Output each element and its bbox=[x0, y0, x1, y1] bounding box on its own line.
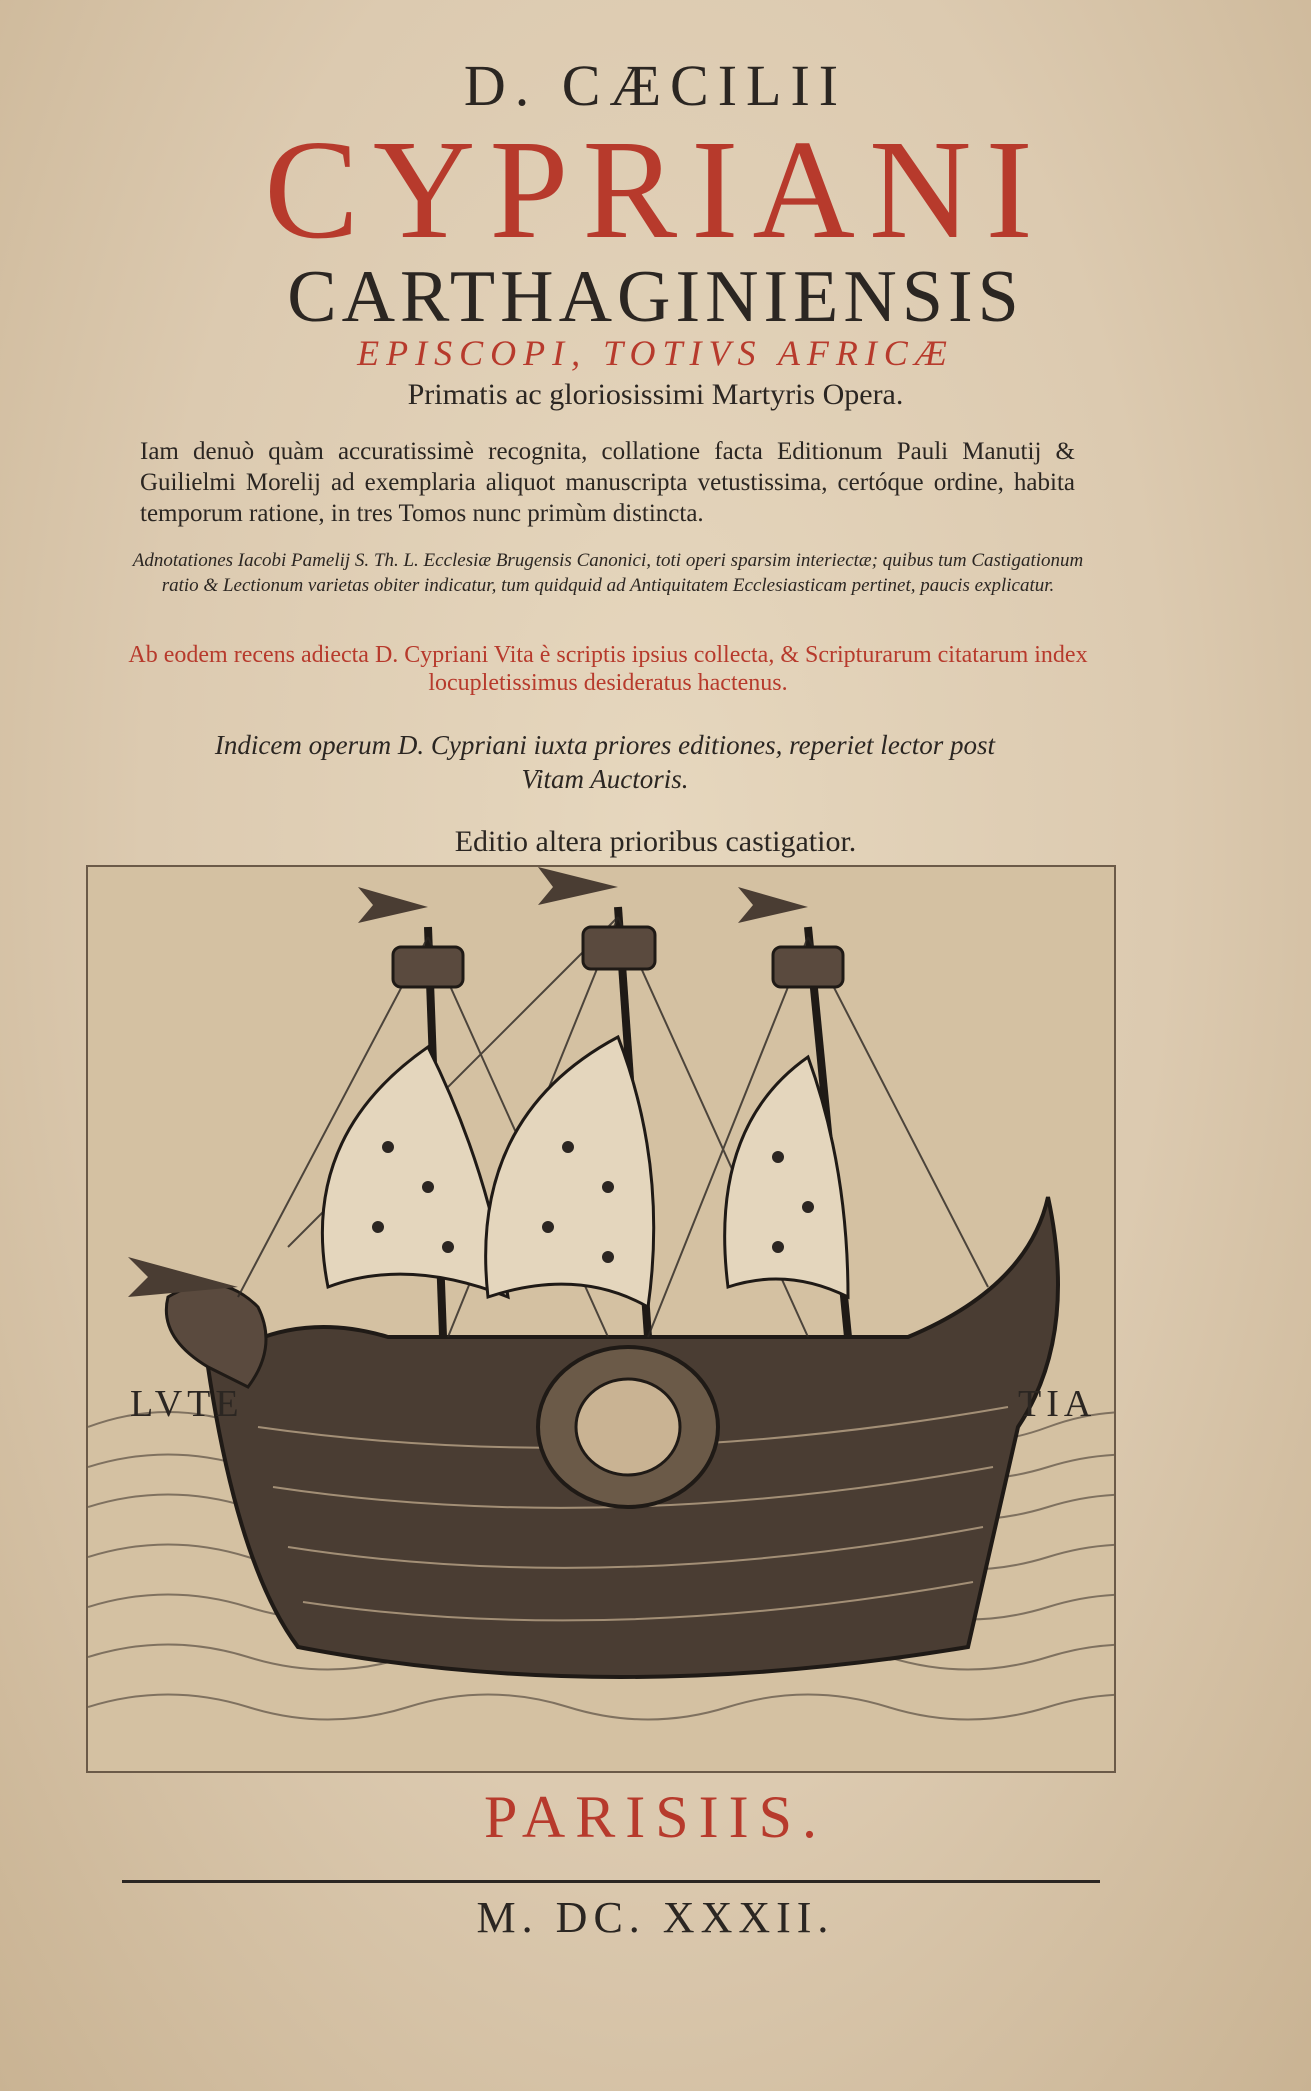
author-office: EPISCOPI, TOTIVS AFRICÆ bbox=[357, 333, 954, 373]
imprint-place: PARISIIS. bbox=[484, 1784, 827, 1850]
engraving-label-right: TIA bbox=[1018, 1383, 1097, 1425]
work-title: Primatis ac gloriosissimi Martyris Opera. bbox=[407, 378, 904, 411]
author-name: CYPRIANI bbox=[264, 110, 1047, 268]
index-note: Indicem operum D. Cypriani iuxta priores editiones, reperiet lector post Vitam Auctoris. bbox=[214, 730, 996, 794]
vita-note: Ab eodem recens adiecta D. Cypriani Vita è scriptis ipsius collecta, & Scripturarum citatarum index locupletissimus desideratus hactenus. bbox=[128, 642, 1088, 696]
ship-illustration bbox=[88, 867, 1114, 1771]
ship-engraving bbox=[86, 865, 1116, 1773]
author-origin: CARTHAGINIENSIS bbox=[287, 256, 1024, 338]
edition-statement: Editio altera prioribus castigatior. bbox=[454, 825, 857, 858]
engraving-label-left: LVTE bbox=[130, 1383, 244, 1425]
edition-description: Iam denuò quàm accuratissimè recognita, collatione facta Editionum Pauli Manutij & Guilielmi Morelij ad exemplaria aliquot manuscripta vetustissima, certóque ordine, habita temporum ratione, in tres Tomos nunc primùm distincta. bbox=[140, 438, 1075, 527]
annotations-note: Adnotationes Iacobi Pamelij S. Th. L. Ecclesiæ Brugensis Canonici, toti operi sparsim interiectæ; quibus tum Castigationum ratio & Lectionum varietas obiter indicatur, tum quidquid ad Antiquitatem Ecclesiasticam pertinet, paucis explicatur. bbox=[132, 550, 1084, 596]
imprint-year: M. DC. XXXII. bbox=[476, 1893, 835, 1942]
imprint-rule bbox=[122, 1880, 1100, 1883]
author-prefix: D. CÆCILII bbox=[463, 53, 848, 118]
